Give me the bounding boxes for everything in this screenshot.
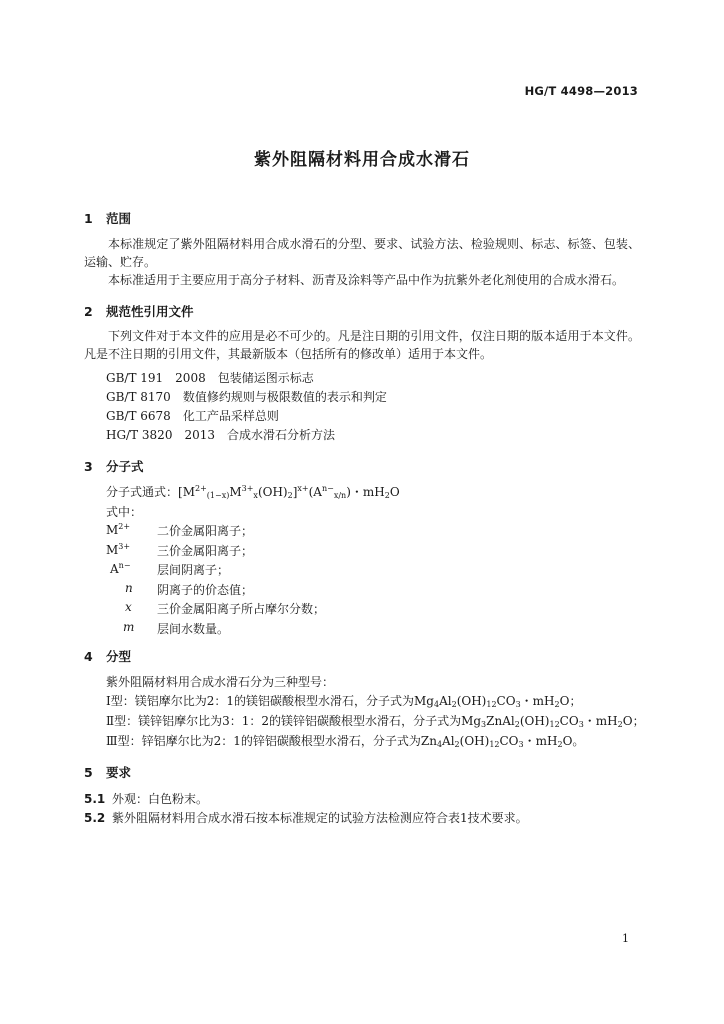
definition-symbol: m [123,620,135,634]
reference-item [106,407,279,424]
document-title: 紫外阻隔材料用合成水滑石 [254,150,470,170]
formula-sub: 4 [433,700,440,709]
formula-sup: x+ [297,484,309,493]
formula-part: (OH) [456,694,487,708]
formula-sub: 2 [287,491,293,500]
section-4-intro: 紫外阻隔材料用合成水滑石分为三种型号： [106,675,335,689]
formula-part: O [389,485,400,499]
reference-title: 包装储运图示标志 [217,371,314,385]
reference-title: 数值修约规则与极限数值的表示和判定 [182,390,387,404]
formula-part: Zn [420,734,437,748]
formula-part: (A [308,485,322,499]
formula-sub: 2 [617,720,623,729]
formula-sub: 12 [489,740,500,749]
section-2-heading [84,302,194,320]
section-3-title: 分子式 [106,459,144,474]
section-3-heading [84,457,144,475]
section-1-title: 范围 [106,211,132,226]
formula-part: (OH) [257,485,288,499]
formula-part: CO [559,714,579,728]
formula-part: (OH) [519,714,550,728]
clause-5-1 [84,790,208,807]
reference-title: 合成水滑石分析方法 [227,428,336,442]
symbol-sup: n− [118,561,131,570]
formula-sub: x/n [333,491,347,500]
definition-symbol [106,522,130,537]
type-line [106,732,584,749]
type-description: Ⅰ型：镁铝摩尔比为2：1的镁铝碳酸根型水滑石，分子式为 [106,694,415,708]
section-1-number: 1 [84,211,93,226]
reference-item [106,369,314,386]
reference-code: GB/T 8170 [106,390,171,404]
reference-title: 化工产品采样总则 [182,409,279,423]
formula-part: Al [442,734,455,748]
definition-symbol [106,542,130,557]
formula-sub: 2 [554,700,560,709]
formula-sub: 2 [557,740,563,749]
formula-sub: 2 [454,740,460,749]
formula-part: O； [559,694,582,708]
section-2-paragraph: 下列文件对于本文件的应用是必不可少的。凡是注日期的引用文件，仅注日期的版本适用于本文件。凡是不注日期的引用文件，其最新版本（包括所有的修改单）适用于本文件。 [84,329,640,361]
definition-text: 二价金属阳离子； [157,524,254,538]
formula-part: O； [622,714,645,728]
formula-part: ZnAl [486,714,515,728]
symbol-sup: 2+ [118,522,131,531]
formula-sub: 3 [578,720,584,729]
section-4-heading [84,647,131,665]
formula-sup: n− [321,484,334,493]
reference-item [106,426,335,443]
formula-sub: 12 [486,700,497,709]
formula-part: )・mH [346,485,385,499]
general-formula [106,483,400,500]
reference-item [106,388,387,405]
formula-part: (OH) [459,734,490,748]
definition-symbol: x [125,600,132,614]
formula-part: Mg [461,714,482,728]
formula-sub: 2 [451,700,457,709]
definition-symbol: n [125,581,133,595]
symbol-base: M [106,523,119,537]
section-1-paragraph-1: 本标准规定了紫外阻隔材料用合成水滑石的分型、要求、试验方法、检验规则、标志、标签、包装、运输、贮存。 [84,237,640,269]
reference-code: HG/T 3820 2013 [106,428,215,442]
formula-sup: 2+ [194,484,207,493]
formula-sub: 4 [436,740,443,749]
section-1-heading [84,209,131,227]
type-description: Ⅱ型：镁锌铝摩尔比为3：1：2的镁锌铝碳酸根型水滑石，分子式为 [106,714,462,728]
definition-text: 阴离子的价态值； [157,583,254,597]
formula-sub: 3 [518,740,524,749]
definition-text: 层间水数量。 [157,622,230,636]
formula-sub: 12 [549,720,560,729]
clause-number: 5.1 [84,792,106,806]
section-4-title: 分型 [106,649,132,664]
formula-sub: 3 [515,700,521,709]
formula-part: CO [499,734,519,748]
symbol-base: A [110,562,119,576]
section-5-number: 5 [84,765,93,780]
section-5-heading [84,763,131,781]
formula-part: ・mH [520,694,555,708]
type-description: Ⅲ型：锌铝摩尔比为2：1的锌铝碳酸根型水滑石，分子式为 [106,734,421,748]
formula-part: O。 [562,734,585,748]
definition-text: 三价金属阳离子所占摩尔分数； [157,602,326,616]
reference-code: GB/T 6678 [106,409,171,423]
formula-part: ] [292,485,298,499]
definition-text: 层间阴离子； [157,563,230,577]
type-line [106,712,645,729]
clause-5-2 [84,809,528,826]
formula-part: ・mH [583,714,618,728]
formula-sub: 3 [481,720,487,729]
section-1-paragraph-2: 本标准适用于主要应用于高分子材料、沥青及涂料等产品中作为抗紫外老化剂使用的合成水滑石。 [108,273,625,287]
symbol-sup: 3+ [118,542,131,551]
section-3-number: 3 [84,459,93,474]
formula-part: Al [439,694,452,708]
page-number: 1 [622,932,629,945]
formula-sup: 3+ [241,484,254,493]
symbol-base: M [106,543,119,557]
clause-text: 外观：白色粉末。 [112,792,209,806]
type-line [106,692,581,709]
formula-prefix: 分子式通式： [106,485,179,499]
formula-part: Mg [414,694,434,708]
definition-symbol [110,561,131,576]
standard-code: HG/T 4498—2013 [524,84,638,98]
formula-sub: 2 [514,720,520,729]
formula-part: ・mH [523,734,558,748]
definition-text: 三价金属阳离子； [157,544,254,558]
formula-part: CO [496,694,516,708]
reference-code: GB/T 191 2008 [106,371,206,385]
formula-sub: 2 [384,491,390,500]
section-2-title: 规范性引用文件 [106,304,194,319]
section-5-title: 要求 [106,765,132,780]
section-4-number: 4 [84,649,93,664]
clause-text: 紫外阻隔材料用合成水滑石按本标准规定的试验方法检测应符合表1技术要求。 [112,811,528,825]
clause-number: 5.2 [84,811,106,825]
formula-part: [M [178,485,195,499]
formula-part: M [229,485,242,499]
section-2-number: 2 [84,304,93,319]
formula-sub: x [253,491,258,500]
where-label: 式中： [106,505,143,519]
formula-sub: (1−x) [206,491,230,500]
